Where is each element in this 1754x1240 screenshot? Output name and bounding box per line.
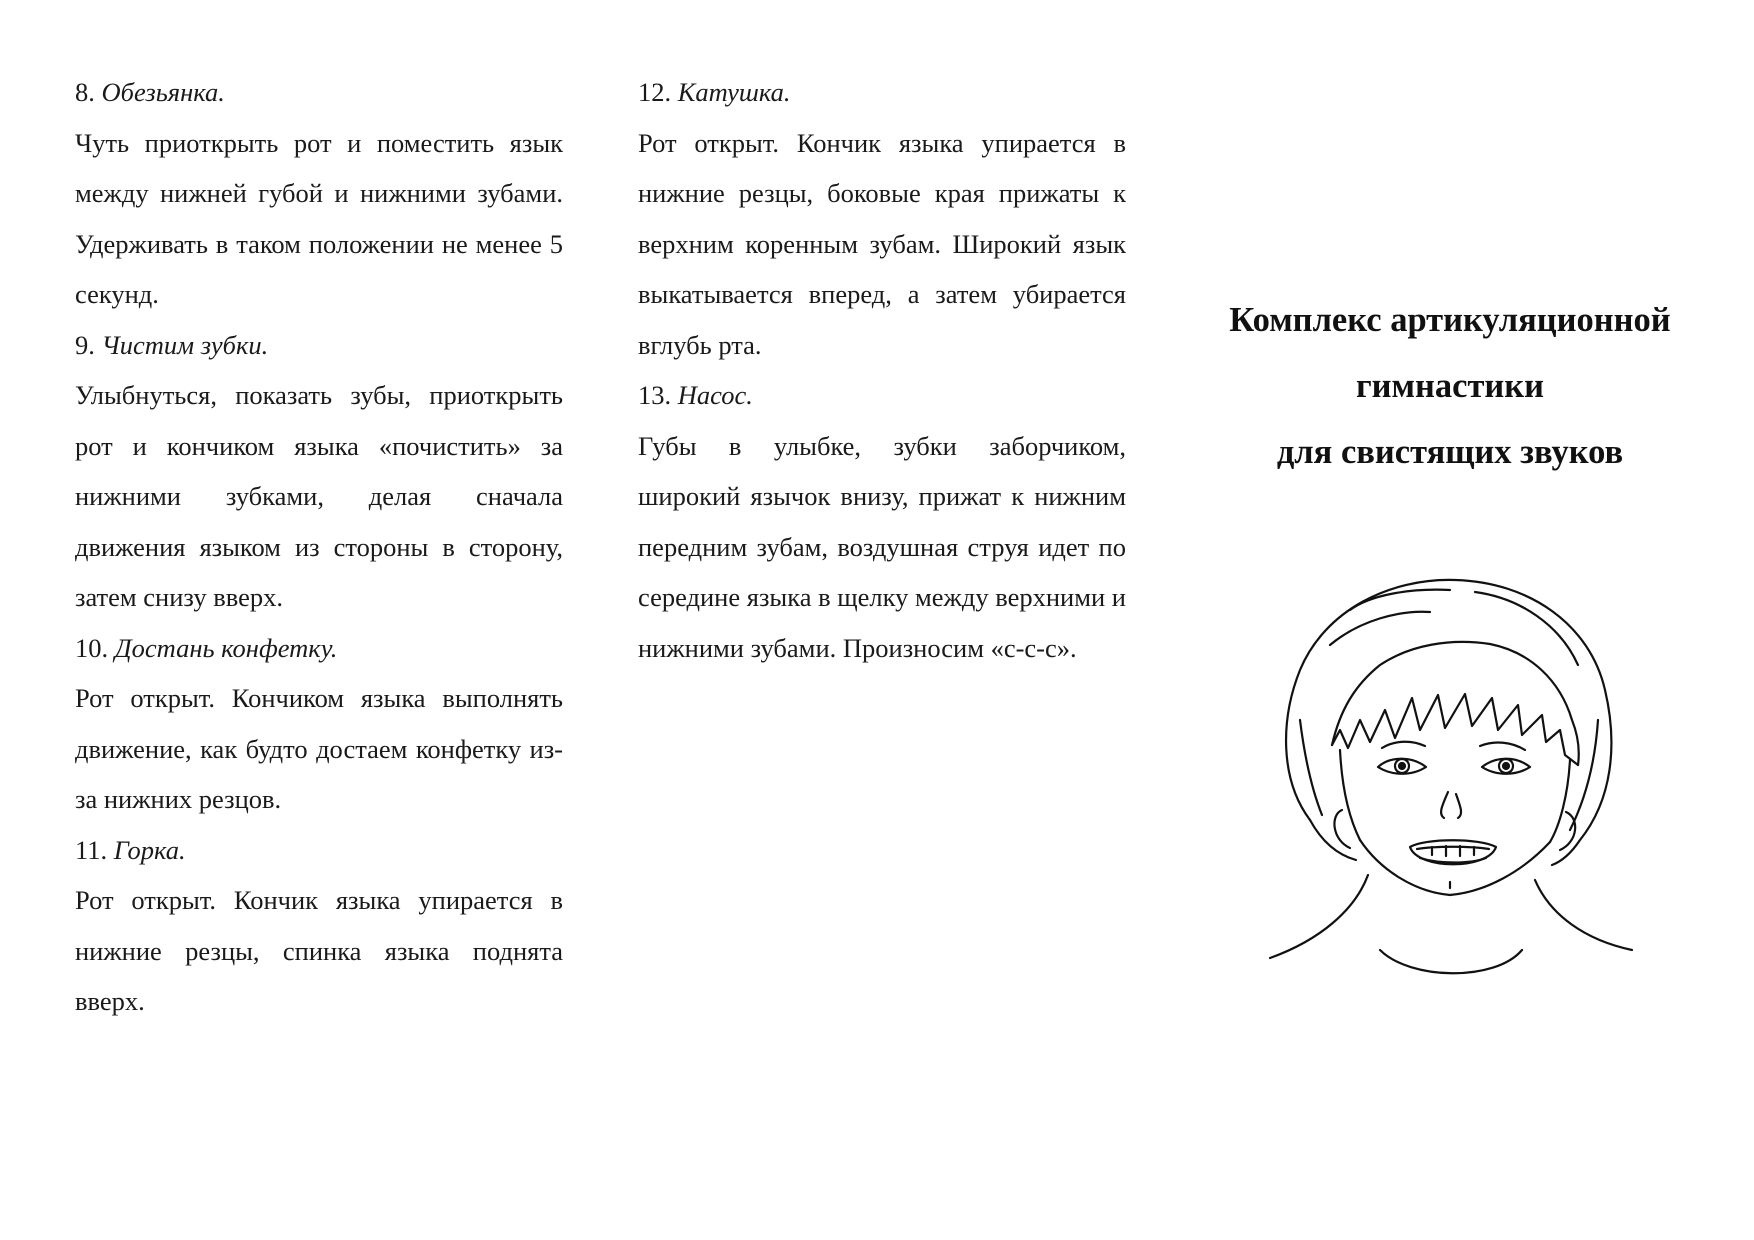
exercise-number: 9. xyxy=(75,329,95,360)
exercise-12-heading xyxy=(638,67,1126,118)
exercise-10-heading xyxy=(75,623,563,674)
exercise-number: 12. xyxy=(638,77,672,107)
cover-title xyxy=(1195,287,1705,485)
exercise-number: 10. xyxy=(75,632,109,663)
exercise-8-heading xyxy=(75,67,563,118)
exercise-13-heading xyxy=(638,370,1126,421)
exercise-10-text: Рот открыт. Кончиком языка выполнять движение, как будто достаем конфетку из-за нижних резцов. xyxy=(75,683,563,814)
exercise-number: 11. xyxy=(75,834,108,865)
child-face-drawing-icon xyxy=(1260,570,1640,1000)
exercise-11-heading xyxy=(75,825,563,876)
exercise-8-text: Чуть приоткрыть рот и поместить язык между нижней губой и нижними зубами. Удерживать в таком положении не менее 5 секунд. xyxy=(75,127,563,309)
exercise-9-text: Улыбнуться, показать зубы, приоткрыть рот и кончиком языка «почистить» за нижними зубками, делая сначала движения языком из стороны в сторону, затем снизу вверх. xyxy=(75,380,563,612)
cover-title-line-3: для свистящих звуков xyxy=(1276,433,1624,471)
cover-title-line-2: гимнастики xyxy=(1355,367,1545,405)
exercise-11-text: Рот открыт. Кончик языка упирается в нижние резцы, спинка языка поднята вверх. xyxy=(75,885,563,1016)
exercise-number: 13. xyxy=(638,380,672,410)
exercise-title: Достань конфетку. xyxy=(114,632,338,663)
exercise-title: Горка. xyxy=(113,834,186,865)
exercise-title: Обезьянка. xyxy=(101,77,225,107)
exercise-title: Насос. xyxy=(677,380,753,410)
left-column xyxy=(75,67,563,1027)
exercise-12-text: Рот открыт. Кончик языка упирается в нижние резцы, боковые края прижаты к верхним коренным зубам. Широкий язык выкатывается вперед, а затем убирается вглубь рта. xyxy=(638,127,1126,360)
exercise-title: Чистим зубки. xyxy=(101,329,269,360)
middle-column xyxy=(638,67,1126,673)
exercise-number: 8. xyxy=(75,77,95,107)
exercise-title: Катушка. xyxy=(677,77,791,107)
exercise-9-heading xyxy=(75,320,563,371)
cover-title-line-1: Комплекс артикуляционной xyxy=(1229,301,1671,339)
exercise-13-text: Губы в улыбке, зубки заборчиком, широкий язычок внизу, прижат к нижним передним зубам, воздушная струя идет по середине языка в щелку между верхними и нижними зубами. Произносим «с-с-с». xyxy=(638,430,1126,663)
